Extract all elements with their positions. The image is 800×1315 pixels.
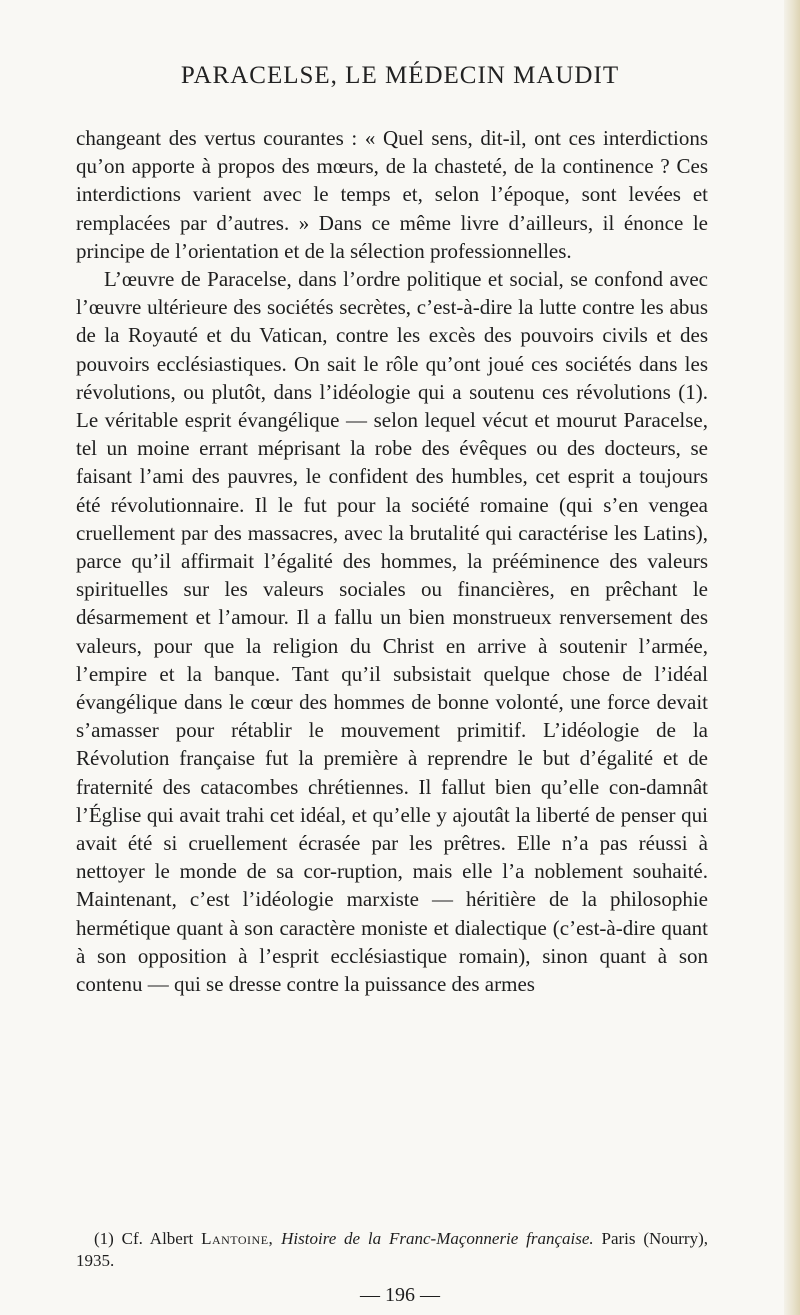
paragraph-1: changeant des vertus courantes : « Quel sens, dit-il, ont ces interdictions qu’on apporte à propos des mœurs, de la chasteté, de la continence ? Ces interdictions varient avec le temps et, selon l’époque, sont levées et remplacées par d’autres. » Dans ce même livre d’ailleurs, il énonce le principe de l’orientation et de la sélection professionnelles. <box>76 126 708 263</box>
running-head: PARACELSE, LE MÉDECIN MAUDIT <box>180 62 620 89</box>
footnote <box>76 1228 708 1272</box>
page-edge <box>784 0 800 1315</box>
footnote-author: Lantoine, <box>201 1229 274 1248</box>
footnote-title: Histoire de la Franc-Maçonnerie française. <box>281 1229 594 1248</box>
footnote-publisher: Paris (Nourry), 1935. <box>76 1229 708 1270</box>
page-number: — 196 — <box>360 1284 440 1306</box>
footnote-marker: (1) <box>94 1229 114 1248</box>
body-text <box>76 124 708 998</box>
paragraph-2: L’œuvre de Paracelse, dans l’ordre politique et social, se confond avec l’œuvre ultérieure des sociétés secrètes, c’est-à-dire la lutte contre les abus de la Royauté et du Vatican, contre les excès des pouvoirs civils et des pouvoirs ecclésiastiques. On sait le rôle qu’ont joué ces sociétés dans les révolutions, ou plutôt, dans l’idéologie qui a soutenu ces révolutions (1). Le véritable esprit évangélique — selon lequel vécut et mourut Paracelse, tel un moine errant méprisant la robe des évêques ou des docteurs, se faisant l’ami des pauvres, le confident des humbles, cet esprit a toujours été révolutionnaire. Il le fut pour la société romaine (qui s’en vengea cruellement par des massacres, avec la brutalité qui caractérise les Latins), parce qu’il affirmait l’égalité des hommes, la prééminence des valeurs spirituelles sur les valeurs sociales ou financières, en prêchant le désarmement et l’amour. Il a fallu un bien monstrueux renversement des valeurs, pour que la religion du Christ en arrive à soutenir l’armée, l’empire et la banque. Tant qu’il subsistait quelque chose de l’idéal évangélique dans le cœur des hommes de bonne volonté, une force devait s’amasser pour rétablir le mouvement primitif. L’idéologie de la Révolution française fut la première à reprendre le but d’égalité et de fraternité des catacombes chrétiennes. Il fallut bien qu’elle con-damnât l’Église qui avait trahi cet idéal, et qu’elle y ajoutât la liberté de penser qui avait été si cruellement écrasée par les prêtres. Elle n’a pas réussi à nettoyer le monde de sa cor-ruption, mais elle l’a noblement souhaité. Maintenant, c’est l’idéologie marxiste — héritière de la philosophie hermétique quant à son caractère moniste et dialectique (c’est-à-dire quant à son opposition à l’esprit ecclésiastique romain), sinon quant à son contenu — qui se dresse contre la puissance des armes <box>76 267 708 997</box>
footnote-prefix: Cf. Albert <box>121 1229 194 1248</box>
